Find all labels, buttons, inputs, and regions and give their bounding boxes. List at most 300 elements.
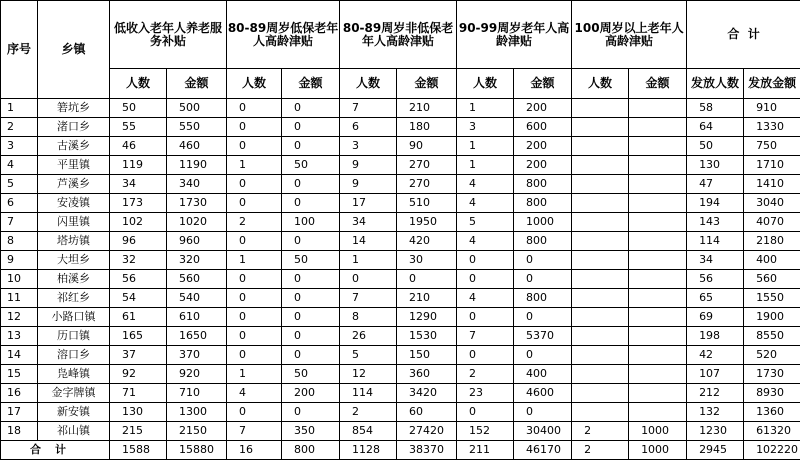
row-town: 金字牌镇 bbox=[38, 384, 110, 403]
row-value-cell bbox=[629, 384, 687, 403]
row-seq: 3 bbox=[1, 137, 38, 156]
table-row bbox=[1, 194, 800, 213]
row-value-cell: 460 bbox=[167, 137, 227, 156]
table-row bbox=[1, 156, 800, 175]
row-value-cell bbox=[572, 270, 629, 289]
row-value-cell: 400 bbox=[514, 365, 572, 384]
row-value-cell: 1 bbox=[227, 156, 282, 175]
total-value-cell: 38370 bbox=[397, 441, 457, 460]
row-value-cell: 54 bbox=[110, 289, 167, 308]
subheader-cell: 发放人数 bbox=[687, 69, 744, 99]
row-town: 芦溪乡 bbox=[38, 175, 110, 194]
total-value-cell: 2945 bbox=[687, 441, 744, 460]
row-seq: 17 bbox=[1, 403, 38, 422]
row-value-cell: 7 bbox=[340, 99, 397, 118]
row-value-cell: 23 bbox=[457, 384, 514, 403]
row-value-cell: 69 bbox=[687, 308, 744, 327]
row-value-cell: 1650 bbox=[167, 327, 227, 346]
row-value-cell: 0 bbox=[282, 99, 340, 118]
row-value-cell: 3040 bbox=[744, 194, 800, 213]
row-value-cell: 6 bbox=[340, 118, 397, 137]
row-value-cell: 50 bbox=[282, 365, 340, 384]
row-value-cell: 0 bbox=[282, 194, 340, 213]
row-value-cell bbox=[572, 232, 629, 251]
row-value-cell: 8 bbox=[340, 308, 397, 327]
row-seq: 13 bbox=[1, 327, 38, 346]
row-value-cell: 800 bbox=[514, 194, 572, 213]
row-value-cell: 64 bbox=[687, 118, 744, 137]
row-value-cell bbox=[572, 346, 629, 365]
row-value-cell: 520 bbox=[744, 346, 800, 365]
table-row bbox=[1, 175, 800, 194]
row-value-cell bbox=[572, 308, 629, 327]
row-value-cell: 2180 bbox=[744, 232, 800, 251]
row-value-cell bbox=[629, 327, 687, 346]
row-value-cell: 0 bbox=[282, 327, 340, 346]
table-row bbox=[1, 137, 800, 156]
subheader-cell: 金额 bbox=[629, 69, 687, 99]
row-value-cell: 0 bbox=[397, 270, 457, 289]
row-value-cell: 194 bbox=[687, 194, 744, 213]
row-value-cell: 4 bbox=[457, 232, 514, 251]
row-value-cell: 360 bbox=[397, 365, 457, 384]
table-row bbox=[1, 289, 800, 308]
row-town: 塔坊镇 bbox=[38, 232, 110, 251]
row-value-cell bbox=[629, 194, 687, 213]
row-value-cell: 46 bbox=[110, 137, 167, 156]
row-value-cell: 180 bbox=[397, 118, 457, 137]
row-seq: 16 bbox=[1, 384, 38, 403]
row-value-cell: 0 bbox=[227, 137, 282, 156]
row-value-cell: 200 bbox=[514, 156, 572, 175]
table-row bbox=[1, 118, 800, 137]
row-value-cell bbox=[572, 403, 629, 422]
row-value-cell bbox=[629, 346, 687, 365]
row-seq: 8 bbox=[1, 232, 38, 251]
row-value-cell: 0 bbox=[457, 308, 514, 327]
total-value-cell: 15880 bbox=[167, 441, 227, 460]
row-value-cell: 0 bbox=[227, 270, 282, 289]
row-value-cell: 5 bbox=[457, 213, 514, 232]
row-value-cell: 50 bbox=[282, 251, 340, 270]
row-value-cell: 0 bbox=[514, 251, 572, 270]
total-row bbox=[1, 441, 800, 460]
row-value-cell: 0 bbox=[227, 99, 282, 118]
row-value-cell: 340 bbox=[167, 175, 227, 194]
header-row-groups bbox=[1, 1, 800, 69]
row-town: 新安镇 bbox=[38, 403, 110, 422]
row-value-cell: 1 bbox=[227, 365, 282, 384]
row-value-cell bbox=[572, 213, 629, 232]
row-value-cell: 0 bbox=[282, 403, 340, 422]
row-town: 安凌镇 bbox=[38, 194, 110, 213]
row-value-cell: 165 bbox=[110, 327, 167, 346]
row-value-cell: 0 bbox=[227, 118, 282, 137]
row-value-cell: 0 bbox=[227, 403, 282, 422]
subheader-cell: 人数 bbox=[572, 69, 629, 99]
row-value-cell bbox=[629, 156, 687, 175]
row-value-cell: 34 bbox=[687, 251, 744, 270]
row-value-cell: 173 bbox=[110, 194, 167, 213]
row-value-cell: 1900 bbox=[744, 308, 800, 327]
row-value-cell: 61 bbox=[110, 308, 167, 327]
row-value-cell: 320 bbox=[167, 251, 227, 270]
row-value-cell: 0 bbox=[282, 175, 340, 194]
table-row bbox=[1, 99, 800, 118]
row-value-cell: 50 bbox=[110, 99, 167, 118]
row-value-cell: 1710 bbox=[744, 156, 800, 175]
row-value-cell: 150 bbox=[397, 346, 457, 365]
table-row bbox=[1, 213, 800, 232]
row-value-cell: 14 bbox=[340, 232, 397, 251]
row-value-cell bbox=[629, 137, 687, 156]
row-value-cell: 17 bbox=[340, 194, 397, 213]
row-value-cell: 210 bbox=[397, 99, 457, 118]
row-value-cell: 1000 bbox=[514, 213, 572, 232]
row-value-cell bbox=[629, 118, 687, 137]
row-value-cell: 270 bbox=[397, 175, 457, 194]
row-town: 溶口乡 bbox=[38, 346, 110, 365]
row-value-cell: 47 bbox=[687, 175, 744, 194]
table-row bbox=[1, 422, 800, 441]
row-value-cell bbox=[572, 99, 629, 118]
row-value-cell: 130 bbox=[687, 156, 744, 175]
table-row bbox=[1, 270, 800, 289]
row-value-cell: 1330 bbox=[744, 118, 800, 137]
row-value-cell: 5 bbox=[340, 346, 397, 365]
row-seq: 14 bbox=[1, 346, 38, 365]
row-value-cell: 56 bbox=[110, 270, 167, 289]
row-value-cell bbox=[572, 118, 629, 137]
row-value-cell: 7 bbox=[457, 327, 514, 346]
row-value-cell: 7 bbox=[227, 422, 282, 441]
header-row-sub bbox=[1, 69, 800, 99]
row-value-cell: 370 bbox=[167, 346, 227, 365]
row-value-cell: 1 bbox=[340, 251, 397, 270]
header-seq: 序号 bbox=[1, 1, 38, 99]
row-value-cell: 600 bbox=[514, 118, 572, 137]
row-value-cell: 8930 bbox=[744, 384, 800, 403]
row-seq: 10 bbox=[1, 270, 38, 289]
row-value-cell: 0 bbox=[282, 232, 340, 251]
row-value-cell: 9 bbox=[340, 175, 397, 194]
row-value-cell: 0 bbox=[457, 403, 514, 422]
total-value-cell: 800 bbox=[282, 441, 340, 460]
row-value-cell: 920 bbox=[167, 365, 227, 384]
row-value-cell bbox=[572, 384, 629, 403]
row-seq: 7 bbox=[1, 213, 38, 232]
header-group-80-89-dibao: 80-89周岁低保老年人高龄津贴 bbox=[227, 1, 340, 69]
row-town: 闪里镇 bbox=[38, 213, 110, 232]
row-town: 大坦乡 bbox=[38, 251, 110, 270]
row-value-cell: 350 bbox=[282, 422, 340, 441]
row-town: 凫峰镇 bbox=[38, 365, 110, 384]
row-value-cell: 1410 bbox=[744, 175, 800, 194]
row-value-cell: 0 bbox=[227, 308, 282, 327]
row-value-cell: 4 bbox=[457, 289, 514, 308]
row-value-cell: 210 bbox=[397, 289, 457, 308]
row-value-cell bbox=[629, 251, 687, 270]
table-row bbox=[1, 251, 800, 270]
row-value-cell: 198 bbox=[687, 327, 744, 346]
row-value-cell: 32 bbox=[110, 251, 167, 270]
row-seq: 2 bbox=[1, 118, 38, 137]
row-value-cell: 1550 bbox=[744, 289, 800, 308]
header-group-100-plus: 100周岁以上老年人高龄津贴 bbox=[572, 1, 687, 69]
row-value-cell: 0 bbox=[514, 270, 572, 289]
row-value-cell: 56 bbox=[687, 270, 744, 289]
subheader-cell: 金额 bbox=[397, 69, 457, 99]
total-value-cell: 1128 bbox=[340, 441, 397, 460]
table-row bbox=[1, 384, 800, 403]
row-town: 小路口镇 bbox=[38, 308, 110, 327]
row-value-cell: 1190 bbox=[167, 156, 227, 175]
total-label: 合计 bbox=[1, 441, 110, 460]
row-value-cell: 420 bbox=[397, 232, 457, 251]
total-value-cell: 1000 bbox=[629, 441, 687, 460]
row-value-cell: 540 bbox=[167, 289, 227, 308]
row-value-cell bbox=[572, 194, 629, 213]
subheader-cell: 金额 bbox=[167, 69, 227, 99]
row-town: 祁红乡 bbox=[38, 289, 110, 308]
row-value-cell: 114 bbox=[687, 232, 744, 251]
row-seq: 6 bbox=[1, 194, 38, 213]
row-value-cell: 0 bbox=[514, 346, 572, 365]
row-value-cell bbox=[629, 232, 687, 251]
header-group-low-income: 低收入老年人养老服务补贴 bbox=[110, 1, 227, 69]
row-value-cell: 1 bbox=[457, 99, 514, 118]
row-value-cell bbox=[629, 308, 687, 327]
row-value-cell: 1360 bbox=[744, 403, 800, 422]
row-value-cell: 0 bbox=[282, 346, 340, 365]
row-town: 渚口乡 bbox=[38, 118, 110, 137]
row-value-cell bbox=[629, 213, 687, 232]
row-value-cell: 5370 bbox=[514, 327, 572, 346]
row-value-cell: 0 bbox=[282, 118, 340, 137]
row-value-cell: 910 bbox=[744, 99, 800, 118]
header-group-total: 合 计 bbox=[687, 1, 800, 69]
row-value-cell bbox=[572, 251, 629, 270]
row-value-cell: 7 bbox=[340, 289, 397, 308]
row-value-cell: 8550 bbox=[744, 327, 800, 346]
total-value-cell: 16 bbox=[227, 441, 282, 460]
row-value-cell: 3 bbox=[457, 118, 514, 137]
row-value-cell: 0 bbox=[282, 289, 340, 308]
row-town: 平里镇 bbox=[38, 156, 110, 175]
subheader-cell: 人数 bbox=[227, 69, 282, 99]
row-value-cell: 212 bbox=[687, 384, 744, 403]
row-value-cell: 0 bbox=[457, 346, 514, 365]
row-value-cell: 1530 bbox=[397, 327, 457, 346]
row-value-cell bbox=[629, 365, 687, 384]
row-value-cell: 114 bbox=[340, 384, 397, 403]
row-value-cell: 0 bbox=[457, 251, 514, 270]
subheader-cell: 发放金额 bbox=[744, 69, 800, 99]
row-seq: 15 bbox=[1, 365, 38, 384]
row-value-cell: 0 bbox=[514, 308, 572, 327]
row-value-cell: 1000 bbox=[629, 422, 687, 441]
row-value-cell: 100 bbox=[282, 213, 340, 232]
row-value-cell: 30400 bbox=[514, 422, 572, 441]
row-value-cell bbox=[629, 175, 687, 194]
row-value-cell: 61320 bbox=[744, 422, 800, 441]
row-value-cell bbox=[572, 365, 629, 384]
row-value-cell bbox=[572, 175, 629, 194]
total-value-cell: 102220 bbox=[744, 441, 800, 460]
row-value-cell: 2150 bbox=[167, 422, 227, 441]
row-value-cell: 800 bbox=[514, 232, 572, 251]
row-town: 古溪乡 bbox=[38, 137, 110, 156]
row-value-cell: 58 bbox=[687, 99, 744, 118]
row-value-cell: 550 bbox=[167, 118, 227, 137]
row-value-cell: 50 bbox=[282, 156, 340, 175]
row-value-cell: 0 bbox=[227, 175, 282, 194]
row-value-cell: 0 bbox=[457, 270, 514, 289]
row-value-cell: 2 bbox=[227, 213, 282, 232]
row-value-cell: 0 bbox=[282, 270, 340, 289]
row-value-cell: 1 bbox=[457, 156, 514, 175]
row-value-cell: 270 bbox=[397, 156, 457, 175]
subheader-cell: 人数 bbox=[457, 69, 514, 99]
row-value-cell: 1290 bbox=[397, 308, 457, 327]
row-value-cell: 3420 bbox=[397, 384, 457, 403]
row-value-cell: 200 bbox=[514, 137, 572, 156]
row-value-cell bbox=[572, 137, 629, 156]
row-value-cell: 2 bbox=[572, 422, 629, 441]
row-value-cell: 960 bbox=[167, 232, 227, 251]
subheader-cell: 金额 bbox=[282, 69, 340, 99]
table-row bbox=[1, 346, 800, 365]
row-value-cell: 55 bbox=[110, 118, 167, 137]
row-value-cell: 400 bbox=[744, 251, 800, 270]
row-value-cell: 710 bbox=[167, 384, 227, 403]
table-row bbox=[1, 308, 800, 327]
row-value-cell: 0 bbox=[340, 270, 397, 289]
row-value-cell: 1730 bbox=[744, 365, 800, 384]
row-seq: 11 bbox=[1, 289, 38, 308]
row-value-cell: 2 bbox=[457, 365, 514, 384]
table-row bbox=[1, 403, 800, 422]
row-value-cell bbox=[629, 270, 687, 289]
total-value-cell: 1588 bbox=[110, 441, 167, 460]
row-value-cell: 1300 bbox=[167, 403, 227, 422]
row-value-cell: 102 bbox=[110, 213, 167, 232]
row-value-cell: 143 bbox=[687, 213, 744, 232]
row-value-cell: 4 bbox=[227, 384, 282, 403]
row-seq: 5 bbox=[1, 175, 38, 194]
row-value-cell: 500 bbox=[167, 99, 227, 118]
row-value-cell: 0 bbox=[227, 194, 282, 213]
row-town: 历口镇 bbox=[38, 327, 110, 346]
row-value-cell: 1230 bbox=[687, 422, 744, 441]
row-value-cell: 42 bbox=[687, 346, 744, 365]
row-value-cell bbox=[572, 289, 629, 308]
row-town: 祁山镇 bbox=[38, 422, 110, 441]
row-value-cell: 4 bbox=[457, 194, 514, 213]
row-value-cell: 27420 bbox=[397, 422, 457, 441]
row-value-cell: 12 bbox=[340, 365, 397, 384]
row-value-cell: 560 bbox=[744, 270, 800, 289]
row-value-cell: 200 bbox=[282, 384, 340, 403]
row-value-cell: 26 bbox=[340, 327, 397, 346]
row-value-cell: 50 bbox=[687, 137, 744, 156]
row-value-cell: 132 bbox=[687, 403, 744, 422]
row-value-cell: 1020 bbox=[167, 213, 227, 232]
row-value-cell: 1 bbox=[227, 251, 282, 270]
row-value-cell: 0 bbox=[227, 232, 282, 251]
subheader-cell: 金额 bbox=[514, 69, 572, 99]
subheader-cell: 人数 bbox=[340, 69, 397, 99]
row-value-cell: 1 bbox=[457, 137, 514, 156]
row-value-cell: 200 bbox=[514, 99, 572, 118]
row-value-cell: 65 bbox=[687, 289, 744, 308]
header-town: 乡镇 bbox=[38, 1, 110, 99]
row-value-cell: 60 bbox=[397, 403, 457, 422]
row-value-cell: 34 bbox=[110, 175, 167, 194]
row-town: 柏溪乡 bbox=[38, 270, 110, 289]
row-value-cell: 107 bbox=[687, 365, 744, 384]
row-seq: 4 bbox=[1, 156, 38, 175]
row-value-cell: 4 bbox=[457, 175, 514, 194]
row-seq: 12 bbox=[1, 308, 38, 327]
header-group-90-99: 90-99周岁老年人高龄津贴 bbox=[457, 1, 572, 69]
row-value-cell: 0 bbox=[227, 289, 282, 308]
row-value-cell bbox=[629, 99, 687, 118]
table-row bbox=[1, 232, 800, 251]
row-seq: 18 bbox=[1, 422, 38, 441]
row-value-cell: 92 bbox=[110, 365, 167, 384]
row-value-cell: 0 bbox=[227, 346, 282, 365]
row-seq: 1 bbox=[1, 99, 38, 118]
row-value-cell: 96 bbox=[110, 232, 167, 251]
row-value-cell: 30 bbox=[397, 251, 457, 270]
row-value-cell: 119 bbox=[110, 156, 167, 175]
row-value-cell: 2 bbox=[340, 403, 397, 422]
row-value-cell: 560 bbox=[167, 270, 227, 289]
row-value-cell: 130 bbox=[110, 403, 167, 422]
row-value-cell: 1730 bbox=[167, 194, 227, 213]
row-value-cell bbox=[572, 156, 629, 175]
row-value-cell: 800 bbox=[514, 175, 572, 194]
row-seq: 9 bbox=[1, 251, 38, 270]
row-value-cell: 4600 bbox=[514, 384, 572, 403]
row-value-cell: 4070 bbox=[744, 213, 800, 232]
row-value-cell: 90 bbox=[397, 137, 457, 156]
row-value-cell: 215 bbox=[110, 422, 167, 441]
table-row bbox=[1, 365, 800, 384]
row-value-cell: 37 bbox=[110, 346, 167, 365]
row-value-cell bbox=[629, 403, 687, 422]
total-value-cell: 46170 bbox=[514, 441, 572, 460]
row-value-cell bbox=[572, 327, 629, 346]
table-row bbox=[1, 327, 800, 346]
row-value-cell: 510 bbox=[397, 194, 457, 213]
total-value-cell: 2 bbox=[572, 441, 629, 460]
row-value-cell: 9 bbox=[340, 156, 397, 175]
row-value-cell: 800 bbox=[514, 289, 572, 308]
row-town: 箬坑乡 bbox=[38, 99, 110, 118]
row-value-cell: 0 bbox=[227, 327, 282, 346]
row-value-cell: 0 bbox=[282, 137, 340, 156]
row-value-cell: 3 bbox=[340, 137, 397, 156]
row-value-cell: 152 bbox=[457, 422, 514, 441]
row-value-cell: 854 bbox=[340, 422, 397, 441]
row-value-cell: 0 bbox=[282, 308, 340, 327]
row-value-cell: 1950 bbox=[397, 213, 457, 232]
row-value-cell: 71 bbox=[110, 384, 167, 403]
total-value-cell: 211 bbox=[457, 441, 514, 460]
subheader-cell: 人数 bbox=[110, 69, 167, 99]
